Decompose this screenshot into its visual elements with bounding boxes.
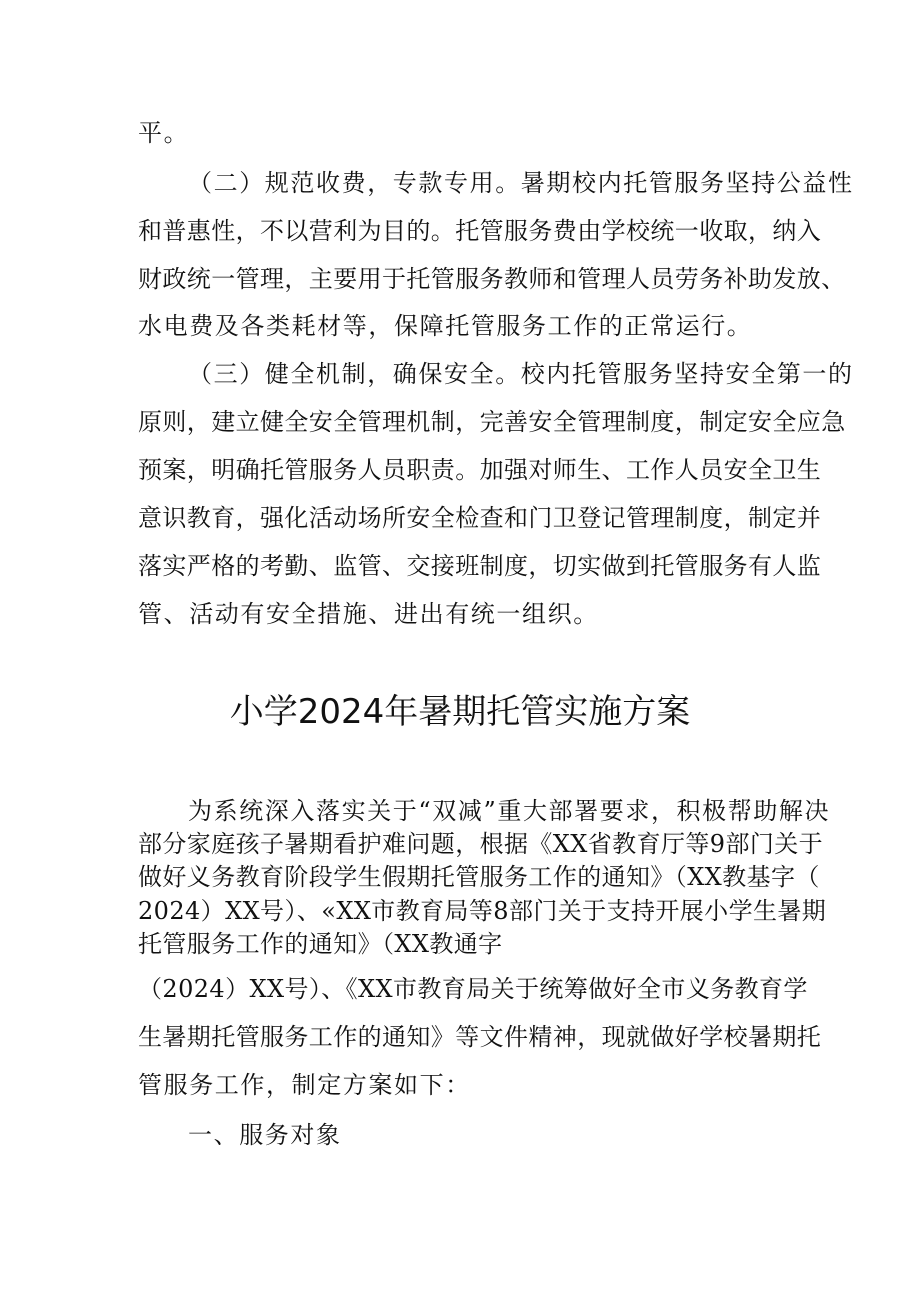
intro-line-5: 托管服务工作的通知》（XX教通字 — [138, 930, 503, 958]
section-2-line-2: 和普惠性，不以营利为目的。托管服务费由学校统一收取，纳入 — [138, 217, 822, 245]
continuation-line: 平。 — [138, 119, 190, 147]
section-2-line-4: 水电费及各类耗材等，保障托管服务工作的正常运行。 — [138, 312, 753, 340]
section-2-line-3: 财政统一管理，主要用于托管服务教师和管理人员劳务补助发放、 — [138, 265, 846, 293]
section-3-line-5: 落实严格的考勤、监管、交接班制度，切实做到托管服务有人监 — [138, 552, 822, 580]
intro-line-3: 做好义务教育阶段学生假期托管服务工作的通知》（XX教基字（ — [138, 863, 820, 891]
intro-line-4: 2024）XX号）、«XX市教育局等8部门关于支持开展小学生暑期 — [138, 897, 827, 925]
intro-line-6: （2024）XX号）、《XX市教育局关于统筹做好全市义务教育学 — [138, 975, 808, 1003]
section-2-line-1: （二）规范收费，专款专用。暑期校内托管服务坚持公益性 — [188, 169, 854, 197]
intro-line-8: 管服务工作，制定方案如下： — [138, 1071, 471, 1099]
section-3-line-2: 原则，建立健全安全管理机制，完善安全管理制度，制定安全应急 — [138, 408, 846, 436]
section-3-line-3: 预案，明确托管服务人员职责。加强对师生、工作人员安全卫生 — [138, 456, 822, 484]
section-3-line-1: （三）健全机制，确保安全。校内托管服务坚持安全第一的 — [188, 360, 854, 388]
section-3-line-6: 管、活动有安全措施、进出有统一组织。 — [138, 600, 599, 628]
section-heading-service-targets: 一、服务对象 — [188, 1121, 342, 1149]
intro-line-1: 为系统深入落实关于“双减”重大部署要求，积极帮助解决 — [188, 797, 831, 825]
page-title: 小学2024年暑期托管实施方案 — [229, 692, 691, 732]
intro-line-2: 部分家庭孩子暑期看护难问题，根据《XX省教育厅等9部门关于 — [138, 830, 824, 858]
section-3-line-4: 意识教育，强化活动场所安全检查和门卫登记管理制度，制定并 — [138, 504, 822, 532]
intro-line-7: 生暑期托管服务工作的通知》等文件精神，现就做好学校暑期托 — [138, 1023, 822, 1051]
